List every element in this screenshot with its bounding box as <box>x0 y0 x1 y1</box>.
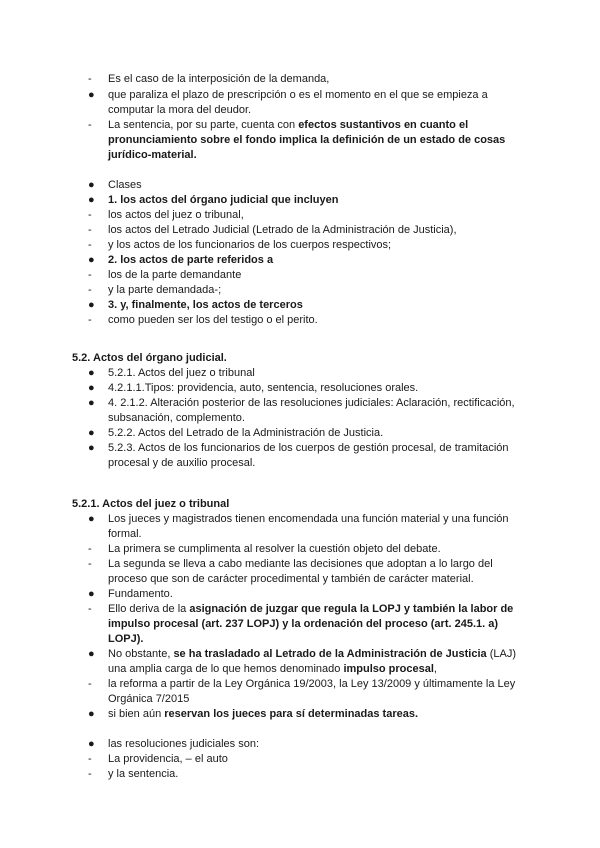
list-item-text: los actos del Letrado Judicial (Letrado de la Administración de Justicia), <box>108 224 457 236</box>
list-item-text: Fundamento. <box>108 588 173 600</box>
list-item-text: los de la parte demandante <box>108 269 242 281</box>
bullet-marker: ● <box>88 397 95 409</box>
list-item <box>88 208 528 223</box>
list-item <box>88 118 528 163</box>
dash-marker: - <box>88 239 92 251</box>
list-item-text: los actos del juez o tribunal, <box>108 209 244 221</box>
bullet-marker: ● <box>88 382 95 394</box>
list-item-text: La primera se cumplimenta al resolver la cuestión objeto del debate. <box>108 543 441 555</box>
list-item <box>88 441 528 471</box>
bullet-marker: ● <box>88 588 95 600</box>
bullet-marker: ● <box>88 708 95 720</box>
list-item-text: 3. y, finalmente, los actos de terceros <box>108 299 303 311</box>
bullet-marker: ● <box>88 254 95 266</box>
list-item <box>88 366 528 381</box>
section-heading-5-2: 5.2. Actos del órgano judicial. <box>72 352 227 364</box>
dash-marker: - <box>88 603 92 615</box>
section-heading-5-2-1: 5.2.1. Actos del juez o tribunal <box>72 498 230 510</box>
list-item <box>88 752 528 767</box>
list-item <box>88 381 528 396</box>
list-item <box>88 542 528 557</box>
bullet-marker: ● <box>88 738 95 750</box>
list-item-text: La sentencia, por su parte, cuenta con efectos sustantivos en cuanto el pronunciamiento sobre el fondo implica la definición de un estado de cosas jurídico-material. <box>108 119 506 161</box>
bullet-marker: ● <box>88 427 95 439</box>
list-item <box>88 426 528 441</box>
list-item-text: y la parte demandada-; <box>108 284 222 296</box>
list-item <box>88 677 528 707</box>
list-item-text: la reforma a partir de la Ley Orgánica 19/2003, la Ley 13/2009 y últimamente la Ley Orgánica 7/2015 <box>108 678 516 705</box>
list-item <box>88 298 528 313</box>
list-item-text: No obstante, se ha trasladado al Letrado de la Administración de Justicia (LAJ) una amplia carga de lo que hemos denominado impulso procesal, <box>108 648 516 675</box>
list-item-text: Ello deriva de la asignación de juzgar que regula la LOPJ y también la labor de impulso procesal (art. 237 LOPJ) y la ordenación del proceso (art. 245.1. a) LOPJ). <box>108 603 514 645</box>
list-item-text: 4. 2.1.2. Alteración posterior de las resoluciones judiciales: Aclaración, rectificación, subsanación, complemento. <box>108 397 515 424</box>
list-item <box>88 178 528 193</box>
list-item-text: que paraliza el plazo de prescripción o es el momento en el que se empieza a computar la mora del deudor. <box>108 89 488 116</box>
list-item-text: La segunda se lleva a cabo mediante las decisiones que adoptan a lo largo del proceso que son de carácter procedimental y también de carácter material. <box>108 558 493 585</box>
dash-marker: - <box>88 269 92 281</box>
dash-marker: - <box>88 119 92 131</box>
list-item-text: si bien aún reservan los jueces para sí determinadas tareas. <box>108 708 419 720</box>
list-item-text: 4.2.1.1.Tipos: providencia, auto, sentencia, resoluciones orales. <box>108 382 419 394</box>
dash-marker: - <box>88 753 92 765</box>
list-item-text: 1. los actos del órgano judicial que incluyen <box>108 194 339 206</box>
list-item-text: 5.2.2. Actos del Letrado de la Administración de Justicia. <box>108 427 384 439</box>
list-item <box>88 88 528 118</box>
list-item <box>88 283 528 298</box>
dash-marker: - <box>88 73 92 85</box>
dash-marker: - <box>88 543 92 555</box>
list-item <box>88 223 528 238</box>
list-item <box>88 602 528 647</box>
dash-marker: - <box>88 209 92 221</box>
dash-marker: - <box>88 314 92 326</box>
dash-marker: - <box>88 768 92 780</box>
list-item <box>88 767 528 782</box>
bullet-marker: ● <box>88 194 95 206</box>
list-item <box>88 72 528 87</box>
list-item <box>88 313 528 328</box>
list-item <box>88 253 528 268</box>
dash-marker: - <box>88 284 92 296</box>
list-item <box>88 647 528 677</box>
list-item-text: 5.2.1. Actos del juez o tribunal <box>108 367 255 379</box>
list-item <box>88 268 528 283</box>
list-item-text: como pueden ser los del testigo o el perito. <box>108 314 318 326</box>
bullet-marker: ● <box>88 648 95 660</box>
list-item <box>88 512 528 542</box>
list-item <box>88 193 528 208</box>
list-item-text: 2. los actos de parte referidos a <box>108 254 274 266</box>
bullet-marker: ● <box>88 179 95 191</box>
list-item-text: Es el caso de la interposición de la demanda, <box>108 73 330 85</box>
bullet-marker: ● <box>88 442 95 454</box>
bullet-marker: ● <box>88 513 95 525</box>
list-item-text: y los actos de los funcionarios de los cuerpos respectivos; <box>108 239 392 251</box>
dash-marker: - <box>88 224 92 236</box>
list-item <box>88 396 528 426</box>
bullet-marker: ● <box>88 299 95 311</box>
list-item-text: las resoluciones judiciales son: <box>108 738 260 750</box>
list-item-text: 5.2.3. Actos de los funcionarios de los cuerpos de gestión procesal, de tramitación procesal y de auxilio procesal. <box>108 442 509 469</box>
list-item-text: La providencia, – el auto <box>108 753 228 765</box>
bullet-marker: ● <box>88 89 95 101</box>
list-item <box>88 737 528 752</box>
list-item <box>88 707 528 722</box>
list-item-text: Clases <box>108 179 142 191</box>
list-item <box>88 238 528 253</box>
dash-marker: - <box>88 678 92 690</box>
list-item-text: y la sentencia. <box>108 768 179 780</box>
list-item <box>88 587 528 602</box>
bullet-marker: ● <box>88 367 95 379</box>
dash-marker: - <box>88 558 92 570</box>
list-item <box>88 557 528 587</box>
list-item-text: Los jueces y magistrados tienen encomendada una función material y una función formal. <box>108 513 509 540</box>
